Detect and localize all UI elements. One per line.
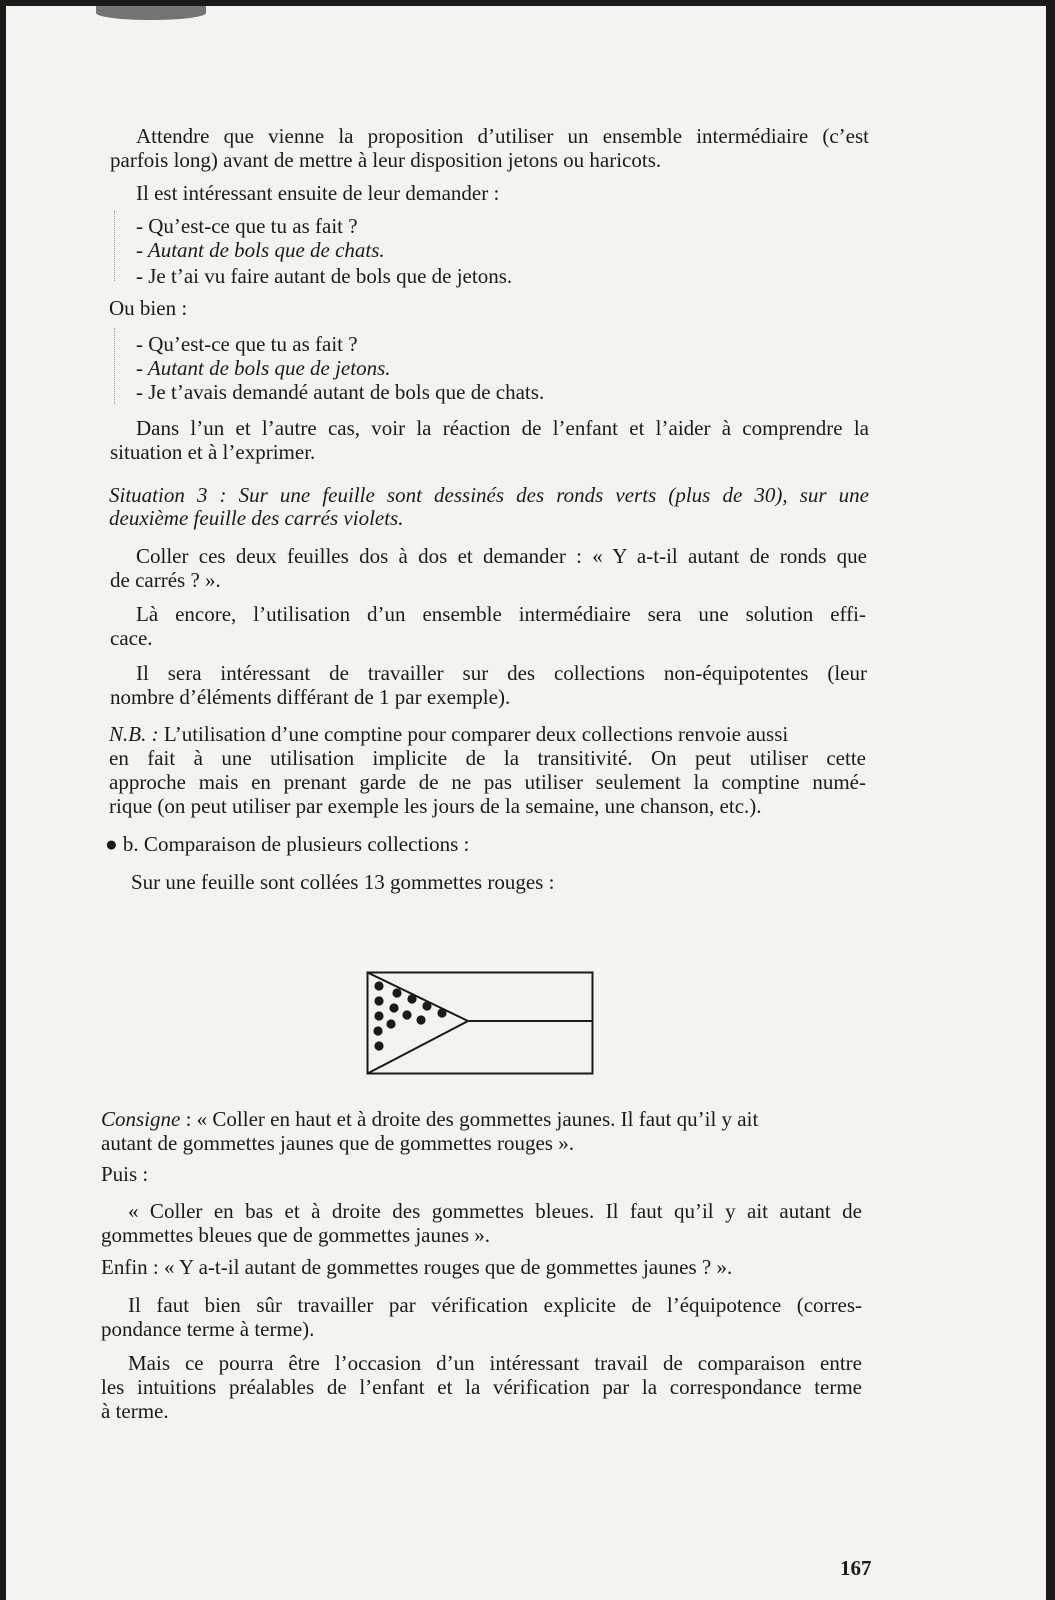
dialogue-2-line-3: - Je t’avais demandé autant de bols que de chats.: [136, 380, 545, 404]
gommette-dot: [416, 1015, 425, 1024]
situation-3-line-1: Situation 3 : Sur une feuille sont dessinés des ronds verts (plus de 30), sur une: [109, 483, 869, 507]
paragraph-7: Sur une feuille sont collées 13 gommettes rouges :: [131, 870, 555, 894]
paragraph-6-line-2: nombre d’éléments différant de 1 par exemple).: [110, 685, 511, 709]
gommette-dot: [437, 1008, 446, 1017]
paragraph-8-line-2: gommettes bleues que de gommettes jaunes ».: [101, 1223, 490, 1247]
dialogue-1-line-2: - Autant de bols que de chats.: [136, 238, 385, 262]
nb-line-4: rique (on peut utiliser par exemple les jours de la semaine, une chanson, etc.).: [109, 794, 762, 818]
gommette-dot: [422, 1001, 431, 1010]
gommette-dot: [374, 1041, 383, 1050]
paragraph-3-line-1: Dans l’un et l’autre cas, voir la réaction de l’enfant et l’aider à comprendre la: [136, 416, 869, 440]
gommette-dot: [374, 996, 383, 1005]
page-number: 167: [840, 1556, 872, 1580]
dialogue-1-line-1: - Qu’est-ce que tu as fait ?: [136, 214, 358, 238]
dialogue-1-bracket: [114, 211, 116, 281]
consigne-label: Consigne: [101, 1107, 181, 1131]
ou-bien: Ou bien :: [109, 296, 188, 320]
gommette-dot: [374, 981, 383, 990]
scan-smudge: [96, 6, 206, 20]
paragraph-4-line-1: Coller ces deux feuilles dos à dos et demander : « Y a-t-il autant de ronds que: [136, 544, 867, 568]
paragraph-6-line-1: Il sera intéressant de travailler sur des collections non-équipotentes (leur: [136, 661, 867, 685]
enfin: Enfin : « Y a-t-il autant de gommettes rouges que de gommettes jaunes ? ».: [101, 1255, 733, 1279]
gommettes-figure: [366, 971, 594, 1075]
paragraph-1-line-1: Attendre que vienne la proposition d’utiliser un ensemble intermédiaire (c’est: [136, 124, 869, 148]
dialogue-2-line-2: - Autant de bols que de jetons.: [136, 356, 391, 380]
nb-line-3: approche mais en prenant garde de ne pas utiliser seulement la comptine numé-: [109, 770, 866, 794]
gommette-dot: [386, 1019, 395, 1028]
paragraph-2: Il est intéressant ensuite de leur demander :: [136, 181, 500, 205]
gommette-dot: [407, 994, 416, 1003]
paragraph-10-line-2: les intuitions préalables de l’enfant et la vérification par la correspondance terme: [101, 1375, 862, 1399]
situation-3-line-2: deuxième feuille des carrés violets.: [109, 506, 404, 530]
puis: Puis :: [101, 1162, 149, 1186]
paragraph-1-line-2: parfois long) avant de mettre à leur disposition jetons ou haricots.: [110, 148, 662, 172]
figure-frame: [368, 973, 593, 1074]
paragraph-10-line-1: Mais ce pourra être l’occasion d’un intéressant travail de comparaison entre: [128, 1351, 862, 1375]
consigne-line-1-text: : « Coller en haut et à droite des gommettes jaunes. Il faut qu’il y ait: [180, 1107, 759, 1131]
paragraph-9-line-1: Il faut bien sûr travailler par vérification explicite de l’équipotence (corres-: [128, 1293, 862, 1317]
book-page: [6, 6, 1046, 1600]
section-b-heading: ● b. Comparaison de plusieurs collections :: [105, 832, 470, 856]
consigne-line-2: autant de gommettes jaunes que de gommettes rouges ».: [101, 1131, 574, 1155]
gommette-dot: [392, 988, 401, 997]
paragraph-9-line-2: pondance terme à terme).: [101, 1317, 315, 1341]
paragraph-8-line-1: « Coller en bas et à droite des gommettes bleues. Il faut qu’il y ait autant de: [128, 1199, 862, 1223]
gommette-dot: [374, 1011, 383, 1020]
consigne-line-1: [101, 1107, 863, 1131]
nb-line-1: [109, 722, 867, 746]
nb-label: N.B. :: [109, 722, 159, 746]
figure-dots: [373, 981, 446, 1050]
dialogue-2-line-1: - Qu’est-ce que tu as fait ?: [136, 332, 358, 356]
gommette-dot: [373, 1026, 382, 1035]
paragraph-5-line-1: Là encore, l’utilisation d’un ensemble intermédiaire sera une solution effi-: [136, 602, 866, 626]
nb-line-1-text: L’utilisation d’une comptine pour comparer deux collections renvoie aussi: [158, 722, 789, 746]
gommette-dot: [389, 1003, 398, 1012]
dialogue-2-bracket: [114, 328, 116, 404]
gommette-dot: [402, 1010, 411, 1019]
nb-line-2: en fait à une utilisation implicite de la transitivité. On peut utiliser cette: [109, 746, 866, 770]
paragraph-10-line-3: à terme.: [101, 1399, 169, 1423]
paragraph-5-line-2: cace.: [110, 626, 153, 650]
paragraph-4-line-2: de carrés ? ».: [110, 568, 221, 592]
dialogue-1-line-3: - Je t’ai vu faire autant de bols que de jetons.: [136, 264, 513, 288]
paragraph-3-line-2: situation et à l’exprimer.: [110, 440, 316, 464]
